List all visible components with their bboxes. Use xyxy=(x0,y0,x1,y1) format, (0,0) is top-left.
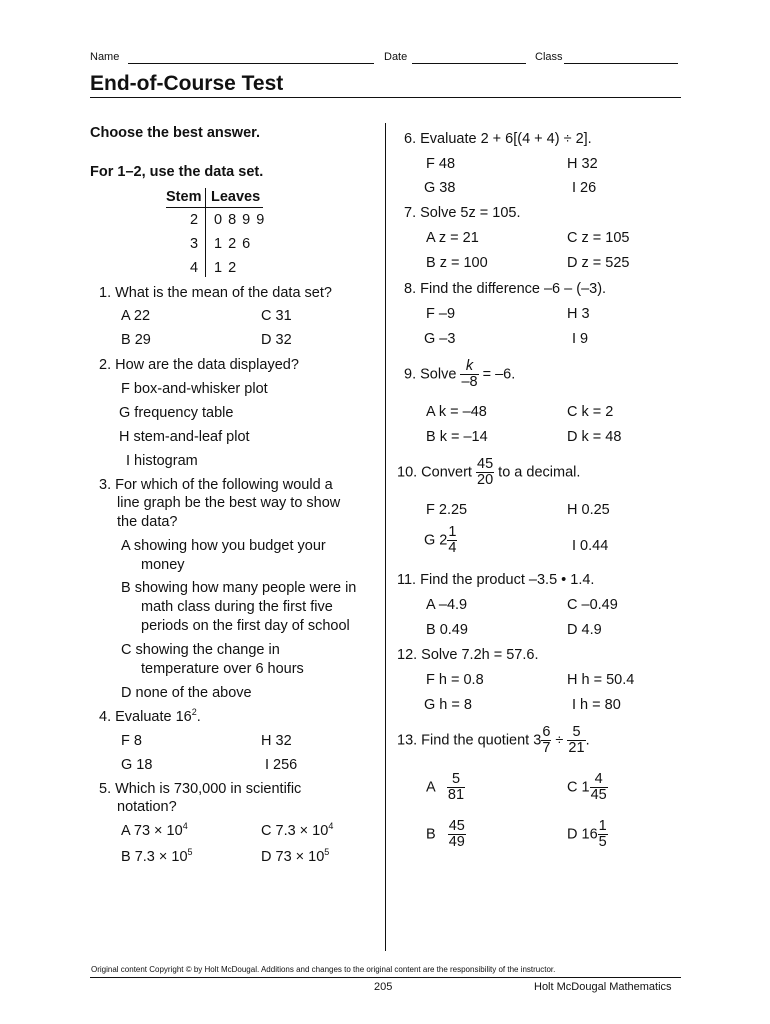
q3-choice-b[interactable]: B showing how many people were in xyxy=(121,580,357,596)
q7-choice-d[interactable]: D z = 525 xyxy=(567,255,630,271)
q5-text-line2: notation? xyxy=(117,799,177,815)
name-field[interactable] xyxy=(128,63,374,64)
stem-leaf-divider xyxy=(205,188,206,277)
q8-choice-h[interactable]: H 3 xyxy=(567,306,590,322)
q13-choice-d[interactable]: D 16 $\frac{1}{5}$ xyxy=(567,818,607,850)
q1-choice-c[interactable]: C 31 xyxy=(261,308,292,324)
q4-choice-i[interactable]: I 256 xyxy=(265,757,298,773)
q10-choice-f[interactable]: F 2.25 xyxy=(426,502,468,518)
q13-choice-b[interactable]: B $\frac{45}{49}$ xyxy=(426,818,465,850)
q4-choice-g[interactable]: G 18 xyxy=(121,757,153,773)
q11-choice-c[interactable]: C –0.49 xyxy=(567,597,618,613)
q3-choice-d[interactable]: D none of the above xyxy=(121,685,252,701)
q3-choice-a-cont: money xyxy=(141,557,185,573)
q7-choice-c[interactable]: C z = 105 xyxy=(567,230,630,246)
stem-value: 2 xyxy=(190,212,199,228)
q8-text: 8. Find the difference –6 – (–3). xyxy=(404,281,607,297)
q10-choice-g[interactable]: G 2 $\frac{1}{4}$ xyxy=(424,524,457,556)
name-label: Name xyxy=(90,51,120,63)
leaves-value: 0 8 9 9 xyxy=(214,212,265,228)
q2-choice-g[interactable]: G frequency table xyxy=(119,405,234,421)
q3-choice-b-cont: math class during the first five xyxy=(141,599,333,615)
q10-choice-h[interactable]: H 0.25 xyxy=(567,502,610,518)
stem-leaf-header-rule xyxy=(166,207,263,208)
stem-header: Stem xyxy=(166,189,202,205)
leaves-value: 1 2 xyxy=(214,260,237,276)
stem-value: 3 xyxy=(190,236,199,252)
date-label: Date xyxy=(384,51,408,63)
q9-text: 9. Solve $\frac{k}{-8}$ = –6. xyxy=(404,358,516,390)
q3-text-line2: line graph be the best way to show xyxy=(117,495,341,511)
q10-choice-i[interactable]: I 0.44 xyxy=(572,538,609,554)
footer-rule xyxy=(90,977,681,978)
q9-choice-a[interactable]: A k = –48 xyxy=(426,404,487,420)
q3-choice-c[interactable]: C showing the change in xyxy=(121,642,280,658)
q10-text: 10. Convert $\frac{45}{20}$ to a decimal. xyxy=(397,456,581,488)
q12-choice-h[interactable]: H h = 50.4 xyxy=(567,672,635,688)
q3-text-line1: 3. For which of the following would a xyxy=(99,477,333,493)
q13-choice-a[interactable]: A $\frac{5}{81}$ xyxy=(426,771,465,803)
q12-choice-g[interactable]: G h = 8 xyxy=(424,697,472,713)
q1-choice-b[interactable]: B 29 xyxy=(121,332,151,348)
q11-text: 11. Find the product –3.5 • 1.4. xyxy=(397,572,595,588)
class-label: Class xyxy=(535,51,563,63)
stem-value: 4 xyxy=(190,260,199,276)
q13-text: 13. Find the quotient 3 $\frac{6}{7}$ ÷ $\frac{5}{21}$ . xyxy=(397,724,590,756)
q5-choice-d[interactable]: D $73 \times 10^5$ xyxy=(261,847,330,865)
title-rule xyxy=(90,97,681,98)
q7-text: 7. Solve 5z = 105. xyxy=(404,205,521,221)
q3-choice-c-cont: temperature over 6 hours xyxy=(141,661,304,677)
q12-text: 12. Solve 7.2h = 57.6. xyxy=(397,647,539,663)
publisher-name: Holt McDougal Mathematics xyxy=(534,981,672,993)
q1-choice-a[interactable]: A 22 xyxy=(121,308,151,324)
q2-choice-h[interactable]: H stem-and-leaf plot xyxy=(119,429,250,445)
instructions-choose: Choose the best answer. xyxy=(90,125,261,141)
q11-choice-b[interactable]: B 0.49 xyxy=(426,622,468,638)
q4-choice-f[interactable]: F 8 xyxy=(121,733,142,749)
class-field[interactable] xyxy=(564,63,678,64)
q11-choice-a[interactable]: A –4.9 xyxy=(426,597,468,613)
q6-text: 6. Evaluate 2 + 6[(4 + 4) ÷ 2]. xyxy=(404,131,592,147)
q3-text-line3: the data? xyxy=(117,514,178,530)
q6-choice-f[interactable]: F 48 xyxy=(426,156,456,172)
q4-text: 4. Evaluate $16^2$. xyxy=(99,707,201,725)
q12-choice-i[interactable]: I h = 80 xyxy=(572,697,621,713)
q13-choice-c[interactable]: C 1 $\frac{4}{45}$ xyxy=(567,771,607,803)
q1-text: 1. What is the mean of the data set? xyxy=(99,285,332,301)
q9-choice-d[interactable]: D k = 48 xyxy=(567,429,622,445)
q6-choice-g[interactable]: G 38 xyxy=(424,180,456,196)
q7-choice-b[interactable]: B z = 100 xyxy=(426,255,488,271)
q6-choice-i[interactable]: I 26 xyxy=(572,180,597,196)
q11-choice-d[interactable]: D 4.9 xyxy=(567,622,602,638)
q2-choice-i[interactable]: I histogram xyxy=(126,453,198,469)
q3-choice-b-cont: periods on the first day of school xyxy=(141,618,350,634)
q12-choice-f[interactable]: F h = 0.8 xyxy=(426,672,484,688)
leaves-header: Leaves xyxy=(211,189,261,205)
q2-choice-f[interactable]: F box-and-whisker plot xyxy=(121,381,268,397)
column-divider xyxy=(385,123,386,951)
instructions-data-set: For 1–2, use the data set. xyxy=(90,164,264,180)
q4-choice-h[interactable]: H 32 xyxy=(261,733,292,749)
q5-choice-a[interactable]: A $73 \times 10^4$ xyxy=(121,821,188,839)
page-number: 205 xyxy=(374,981,393,993)
q9-choice-c[interactable]: C k = 2 xyxy=(567,404,614,420)
q8-choice-f[interactable]: F –9 xyxy=(426,306,456,322)
q2-text: 2. How are the data displayed? xyxy=(99,357,299,373)
q5-choice-c[interactable]: C $7.3 \times 10^4$ xyxy=(261,821,334,839)
q5-text-line1: 5. Which is 730,000 in scientific xyxy=(99,781,302,797)
q9-choice-b[interactable]: B k = –14 xyxy=(426,429,488,445)
q7-choice-a[interactable]: A z = 21 xyxy=(426,230,479,246)
copyright-notice: Original content Copyright © by Holt McDougal. Additions and changes to the original content are the responsibility of the instructor. xyxy=(91,965,556,974)
q1-choice-d[interactable]: D 32 xyxy=(261,332,292,348)
page-title: End-of-Course Test xyxy=(90,72,284,95)
q5-choice-b[interactable]: B $7.3 \times 10^5$ xyxy=(121,847,193,865)
leaves-value: 1 2 6 xyxy=(214,236,251,252)
q3-choice-a[interactable]: A showing how you budget your xyxy=(121,538,326,554)
q8-choice-g[interactable]: G –3 xyxy=(424,331,456,347)
q8-choice-i[interactable]: I 9 xyxy=(572,331,589,347)
q6-choice-h[interactable]: H 32 xyxy=(567,156,598,172)
date-field[interactable] xyxy=(412,63,526,64)
